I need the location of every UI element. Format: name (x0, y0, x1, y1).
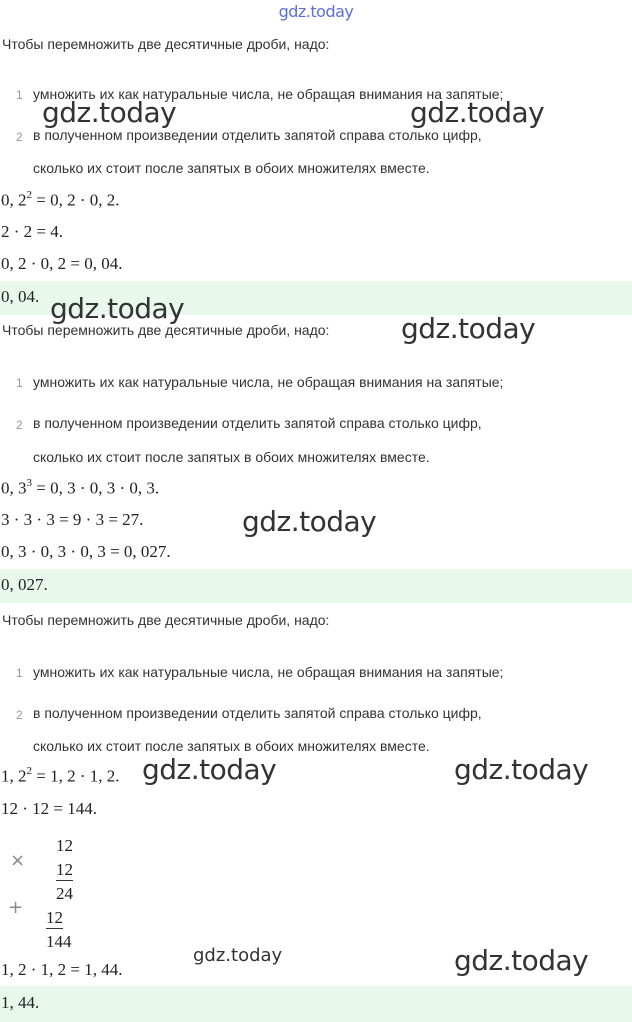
rule-item-number: 1 (16, 88, 23, 102)
rule-item-text: в полученном произведении отделить запятой справа столько цифр, (33, 127, 482, 143)
math-line: 3 · 3 · 3 = 9 · 3 = 27. (1, 510, 144, 529)
answer-text: 0, 04. (1, 287, 40, 306)
math-line: 12 · 12 = 144. (1, 799, 97, 818)
plus-sign: + (8, 897, 24, 918)
column-result: 144 (46, 932, 72, 951)
rule-item-text: сколько их стоит после запятых в обоих множителях вместе. (33, 449, 430, 465)
rule-item-number: 1 (16, 376, 23, 390)
rule-item-number: 2 (16, 418, 23, 432)
rule-intro: Чтобы перемножить две десятичные дроби, надо: (2, 322, 330, 338)
watermark: gdz.today (454, 753, 589, 786)
answer-highlight (0, 986, 632, 1022)
rule-item-text: в полученном произведении отделить запятой справа столько цифр, (33, 705, 482, 721)
watermark: gdz.today (242, 505, 377, 538)
column-partial-product: 24 (56, 884, 73, 903)
rule-item-text: сколько их стоит после запятых в обоих множителях вместе. (33, 160, 430, 176)
column-multiplicand: 12 (56, 836, 73, 855)
math-line: 2 · 2 = 4. (1, 222, 63, 241)
math-exponent: 3 (26, 477, 32, 489)
math-text: = 1, 2 · 1, 2. (32, 766, 120, 786)
rule-item-number: 1 (16, 666, 23, 680)
math-text: = 0, 2 · 0, 2. (32, 190, 120, 210)
rule-item-text: умножить их как натуральные числа, не обращая внимания на запятые; (33, 664, 504, 680)
math-text: 0, 2 (1, 190, 27, 210)
rule-item-text: сколько их стоит после запятых в обоих множителях вместе. (33, 738, 430, 754)
watermark: gdz.today (410, 96, 545, 129)
times-sign: × (10, 850, 26, 871)
math-exponent: 2 (26, 765, 32, 777)
math-text: 1, 2 (1, 766, 27, 786)
column-multiplier: 12 (56, 860, 73, 879)
math-line: 0, 2 · 0, 2 = 0, 04. (1, 254, 123, 273)
watermark: gdz.today (142, 753, 277, 786)
watermark: gdz.today (42, 96, 177, 129)
rule-item-text: в полученном произведении отделить запятой справа столько цифр, (33, 415, 482, 431)
watermark: gdz.today (193, 945, 283, 966)
math-line: 1, 2 · 1, 2 = 1, 44. (1, 960, 123, 979)
watermark: gdz.today (454, 944, 589, 977)
math-text: 0, 3 (1, 478, 27, 498)
column-partial-product: 12 (46, 908, 63, 927)
math-line (1, 766, 120, 787)
rule-item-number: 2 (16, 708, 23, 722)
math-text: = 0, 3 · 0, 3 · 0, 3. (32, 478, 160, 498)
watermark: gdz.today (401, 312, 536, 345)
math-line (1, 190, 120, 211)
rule-item-text: умножить их как натуральные числа, не обращая внимания на запятые; (33, 86, 504, 102)
math-exponent: 2 (26, 189, 32, 201)
site-title[interactable]: gdz.today (278, 2, 354, 21)
rule-intro: Чтобы перемножить две десятичные дроби, надо: (2, 612, 330, 628)
answer-text: 1, 44. (1, 993, 40, 1012)
watermark: gdz.today (50, 292, 185, 325)
answer-text: 0, 027. (1, 575, 48, 594)
rule-intro: Чтобы перемножить две десятичные дроби, надо: (2, 36, 330, 52)
answer-highlight (0, 569, 632, 603)
math-line: 0, 3 · 0, 3 · 0, 3 = 0, 027. (1, 542, 171, 561)
rule-item-text: умножить их как натуральные числа, не обращая внимания на запятые; (33, 374, 504, 390)
math-line (1, 478, 159, 499)
rule-item-number: 2 (16, 130, 23, 144)
